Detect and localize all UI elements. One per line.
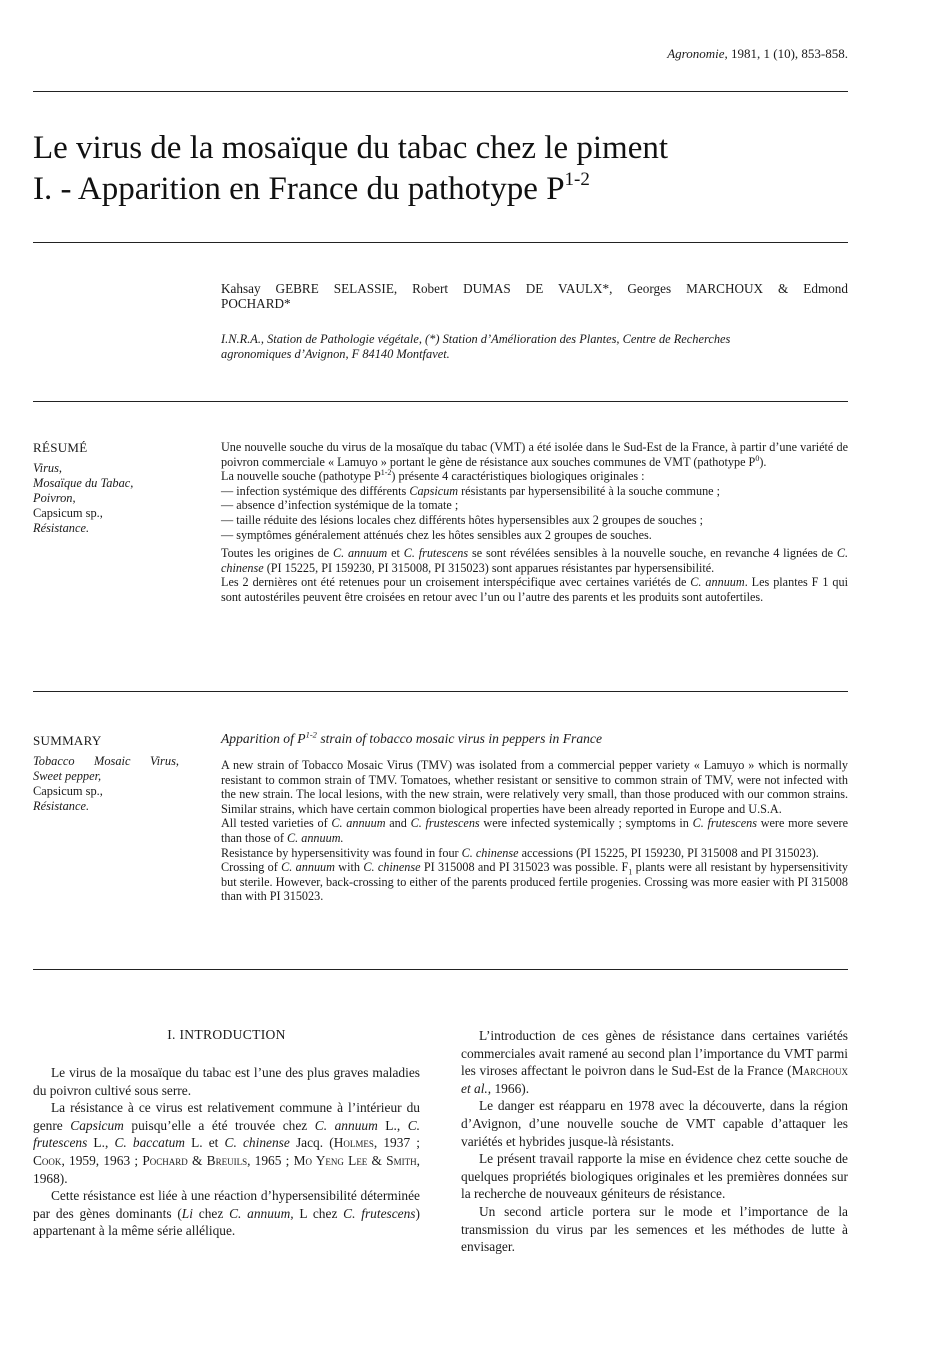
summary-rule <box>33 969 848 970</box>
resume-bullet: — infection systémique des différents Capsicum résistants par hypersensibilité à la souche commune ; <box>221 483 721 498</box>
authors-line-2: POCHARD* <box>221 296 291 311</box>
resume-body <box>221 440 848 605</box>
resume-paragraph: Les 2 dernières ont été retenues pour un croisement interspécifique avec certaines variétés de C. annuum. Les plantes F 1 qui sont autostériles peuvent être croisées en retour avec l’un ou l’autre des parents et les produits sont autofertiles. <box>221 575 848 604</box>
resume-keyword: Résistance. <box>33 521 90 535</box>
resume-keyword: Virus, <box>33 461 63 475</box>
resume-bullet: — taille réduite des lésions locales chez différents hôtes hypersensibles aux 2 groupes de souches ; <box>221 512 704 527</box>
title-line-2: I. - Apparition en France du pathotype $P^{1-2}$ <box>33 169 590 207</box>
resume-heading: RÉSUMÉ <box>33 440 88 455</box>
summary-paragraph: A new strain of Tobacco Mosaic Virus (TMV) was isolated from a commercial pepper variety « Lamuyo » which is normally resistant to common strain of TMV. Tomatoes, whether resistant or sensitive to common strain of TMV, were not infected with the new strain. The local lesions, with the new strain, were relatively very small, than those produced with our common strains. Similar strains, which have certain common biological properties have been already reported in Europe and U.S.A. <box>221 758 848 816</box>
resume-bullet: — symptômes généralement atténués chez les hôtes sensibles aux 2 groupes de souches. <box>221 527 652 542</box>
intro-paragraph: Le virus de la mosaïque du tabac est l’une des plus graves maladies du poivron cultivé sous serre. <box>33 1065 420 1098</box>
resume-keyword: Mosaïque du Tabac, <box>33 476 134 490</box>
summary-paragraph: All tested varieties of C. annuum and C. frustescens were infected systemically ; symptoms in C. frutescens were more severe than those of C. annuum. <box>221 816 849 845</box>
summary-heading: SUMMARY <box>33 733 102 748</box>
introduction-heading: I. INTRODUCTION <box>167 1027 286 1042</box>
affiliation-line-1: I.N.R.A., Station de Pathologie végétale, (*) Station d’Amélioration des Plantes, Centre de Recherches <box>221 332 731 346</box>
summary-keyword: Tobacco Mosaic Virus, <box>33 754 179 768</box>
resume-paragraph: Une nouvelle souche du virus de la mosaïque du tabac (VMT) a été isolée dans le Sud-Est de la France, à partir d’une variété de poivron commerciale « Lamuyo » portant le gène de résistance aux souches communes de VMT (pathotype $P^0$). <box>221 440 848 469</box>
journal-name: Agronomie, <box>667 46 728 61</box>
intro-paragraph: La résistance à ce virus est relativement commune à l’intérieur du genre Capsicum puisqu’elle a été trouvée chez C. annuum L., C. frutescens L., C. baccatum L. et C. chinense Jacq. (Holmes, 1937 ; Cook, 1959, 1963 ; Pochard & Breuils, 1965 ; Mo Yeng Lee & Smith, 1968). <box>33 1100 420 1186</box>
intro-paragraph: L’introduction de ces gènes de résistance dans certaines variétés commerciales avait ramené au second plan l’importance du VMT parmi les viroses affectant le poivron dans le Sud-Est de la France (Marchoux et al., 1966). <box>461 1028 848 1096</box>
summary-body <box>221 758 848 904</box>
summary-keywords <box>33 754 193 814</box>
intro-right-column <box>461 1027 848 1256</box>
journal-citation <box>560 46 848 62</box>
summary-keyword: Résistance. <box>33 799 90 813</box>
intro-paragraph: Le présent travail rapporte la mise en évidence chez cette souche de quelques propriétés biologiques originales et les premières données sur la recherche de nouveaux géniteurs de résistance. <box>461 1151 848 1202</box>
resume-paragraph: La nouvelle souche (pathotype $P^{1-2}$) présente 4 caractéristiques biologiques originales : <box>221 468 645 484</box>
affiliation-line-2: agronomiques d’Avignon, F 84140 Montfavet. <box>221 347 450 361</box>
summary-keyword: Sweet pepper, <box>33 769 102 783</box>
article-title <box>33 128 853 210</box>
intro-left-column <box>33 1064 420 1240</box>
summary-keyword: Capsicum sp., <box>33 784 103 798</box>
intro-paragraph: Cette résistance est liée à une réaction d’hypersensibilité déterminée par des gènes dominants (Li chez C. annuum, L chez C. frutescens) appartenant à la même série allélique. <box>33 1188 420 1239</box>
volume-pages: 1981, 1 (10), 853-858. <box>731 46 848 61</box>
resume-rule <box>33 691 848 692</box>
intro-paragraph: Un second article portera sur le mode et l’importance de la transmission du virus par les semences et les méthodes de lutte à envisager. <box>461 1203 848 1255</box>
summary-title: Apparition of $P^{1-2}$ strain of tobacco mosaic virus in peppers in France <box>221 729 602 746</box>
resume-keyword: Capsicum sp., <box>33 506 103 520</box>
intro-paragraph: Le danger est réapparu en 1978 avec la découverte, dans la région d’Avignon, d’une nouvelle souche de VMT capable d’attaquer les variétés et hybrides jusque-là résistants. <box>461 1098 848 1149</box>
pathotype-superscript: 1-2 <box>564 169 590 190</box>
resume-keywords <box>33 461 193 536</box>
title-rule <box>33 242 848 243</box>
title-line-1: Le virus de la mosaïque du tabac chez le piment <box>33 130 669 166</box>
authors-line-1: Kahsay GEBRE SELASSIE, Robert DUMAS DE VAULX*, Georges MARCHOUX & Edmond <box>221 281 848 296</box>
authors-rule <box>33 401 848 402</box>
summary-paragraph: Crossing of C. annuum with C. chinense PI 315008 and PI 315023 was possible. $F_1$ plants were all resistant by hypersensitivity but sterile. However, back-crossing to either of the parents produced fertile progenies. Crossing was more easier with PI 315008 than with PI 315023. <box>221 860 848 904</box>
header-rule <box>33 91 848 92</box>
affiliation <box>221 332 848 362</box>
summary-paragraph: Resistance by hypersensitivity was found in four C. chinense accessions (PI 15225, PI 159230, PI 315008 and PI 315023). <box>221 845 819 860</box>
resume-keyword: Poivron, <box>33 491 76 505</box>
resume-bullet: — absence d’infection systémique de la tomate ; <box>221 498 459 513</box>
resume-paragraph: Toutes les origines de C. annuum et C. frutescens se sont révélées sensibles à la nouvelle souche, en revanche 4 lignées de C. chinense (PI 15225, PI 159230, PI 315008, PI 315023) sont apparues résistantes par hypersensibilité. <box>221 546 849 575</box>
